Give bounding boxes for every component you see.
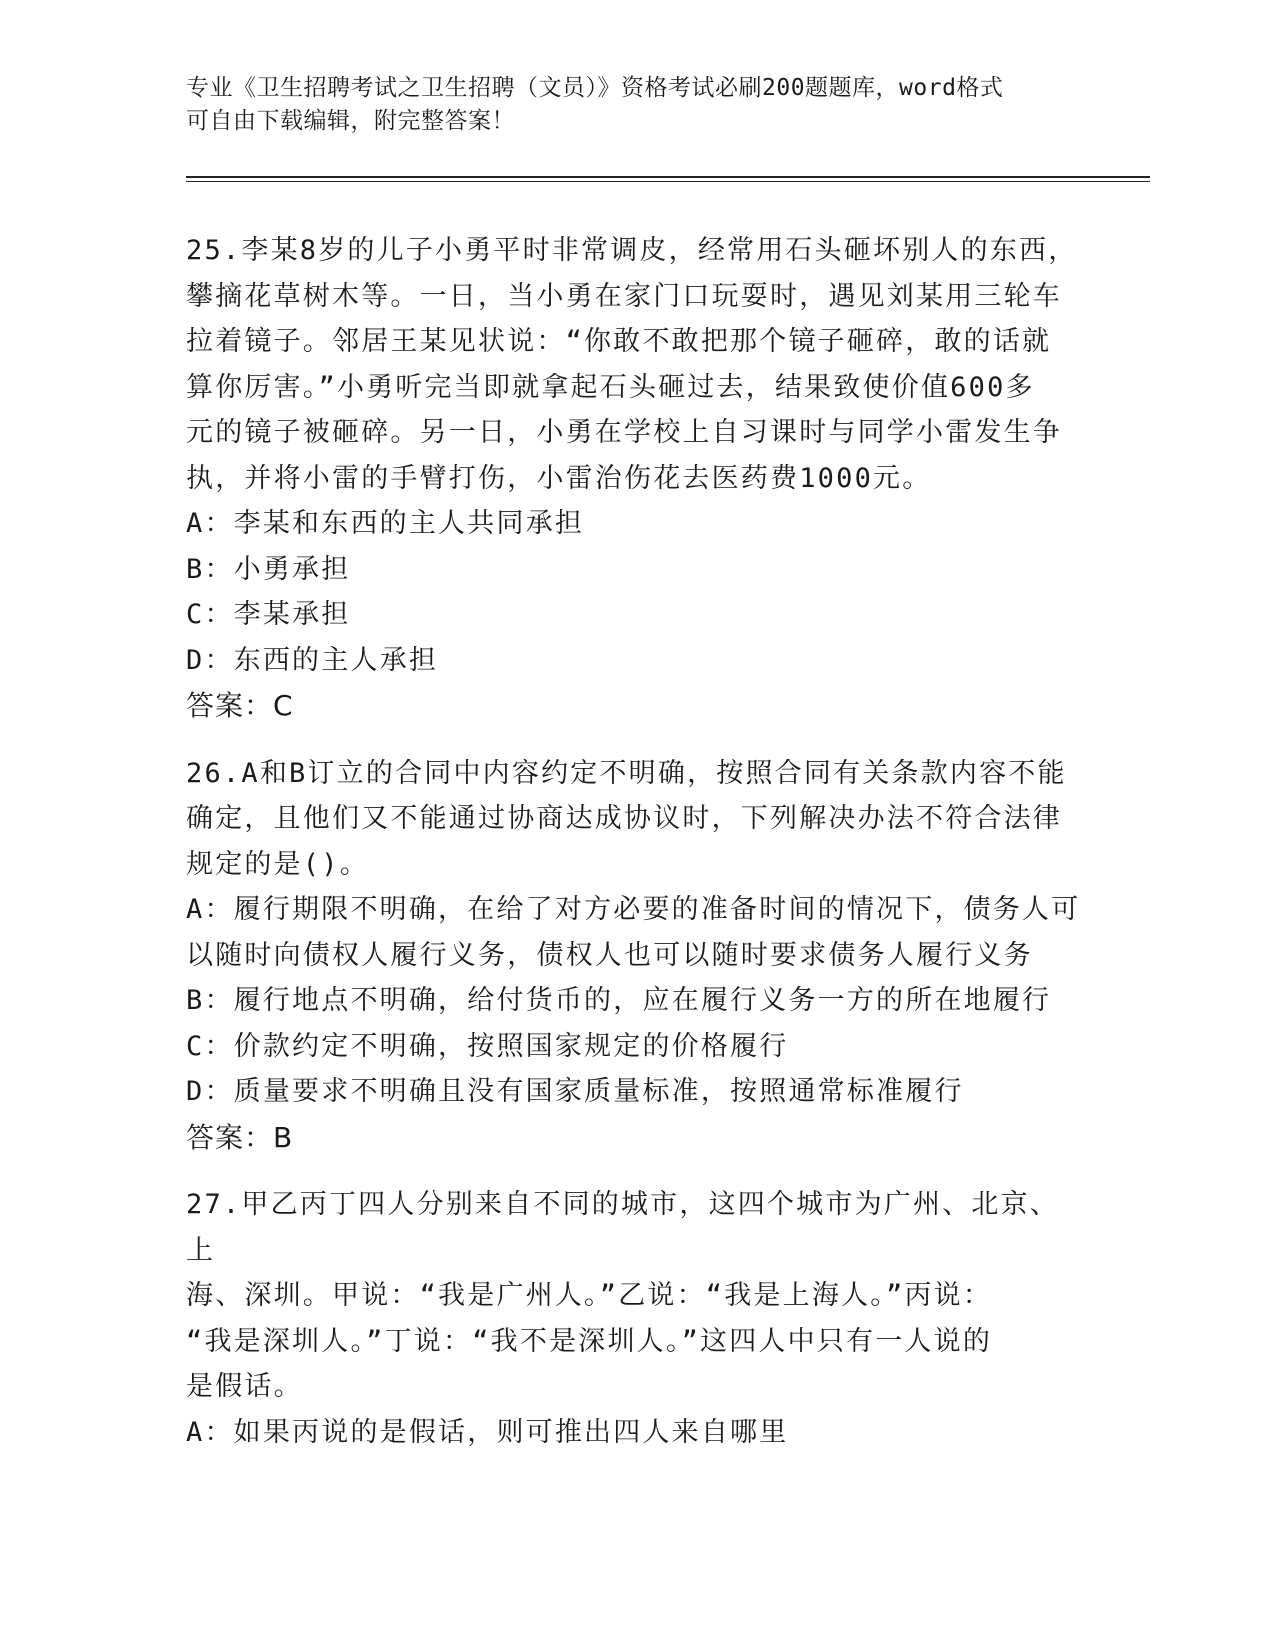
option-c: C：价款约定不明确，按照国家规定的价格履行 [186, 1030, 789, 1062]
question-stem-line: 27.甲乙丙丁四人分别来自不同的城市，这四个城市为广州、北京、上 [186, 1189, 1059, 1266]
question-stem-line: 规定的是()。 [186, 848, 369, 880]
question-26 [186, 751, 1086, 1161]
answer-line: 答案：B [186, 1120, 294, 1154]
question-stem-line: 拉着镜子。邻居王某见状说：“你敢不敢把那个镜子砸碎，敢的话就 [186, 326, 1052, 357]
option-b: B：小勇承担 [186, 553, 351, 585]
header-line-2: 可自由下载编辑，附完整答案！ [186, 108, 515, 134]
header-line-1: 专业《卫生招聘考试之卫生招聘（文员）》资格考试必刷200题题库，word格式 [186, 75, 1004, 101]
option-d: D：东西的主人承担 [186, 644, 439, 676]
question-stem-line: 26.A和B订立的合同中内容约定不明确，按照合同有关条款内容不能 [186, 757, 1067, 789]
question-stem-line: 执，并将小雷的手臂打伤，小雷治伤花去医药费1000元。 [186, 462, 932, 494]
question-stem-line: 25.李某8岁的儿子小勇平时非常调皮，经常用石头砸坏别人的东西， [186, 235, 1078, 266]
question-25 [186, 228, 1086, 729]
question-stem-line: 算你厉害。”小勇听完当即就拿起石头砸过去，结果致使价值600多 [186, 371, 1035, 403]
header-divider [186, 176, 1150, 178]
option-a: A：履行期限不明确，在给了对方必要的准备时间的情况下，债务人可 [186, 894, 1081, 925]
question-list [186, 228, 1086, 1477]
option-a: A：如果丙说的是假话，则可推出四人来自哪里 [186, 1416, 789, 1448]
question-stem-line: “我是深圳人。”丁说：“我不是深圳人。”这四人中只有一人说的 [186, 1325, 993, 1357]
question-stem-line: 元的镜子被砸碎。另一日，小勇在学校上自习课时与同学小雷发生争 [186, 417, 1062, 448]
question-stem-line: 海、深圳。甲说：“我是广州人。”乙说：“我是上海人。”丙说： [186, 1280, 993, 1311]
question-stem-line: 是假话。 [186, 1371, 303, 1402]
option-d: D：质量要求不明确且没有国家质量标准，按照通常标准履行 [186, 1076, 964, 1107]
answer-line: 答案：C [186, 689, 294, 722]
question-27 [186, 1182, 1086, 1455]
option-a-continued: 以随时向债权人履行义务，债权人也可以随时要求债务人履行义务 [186, 939, 1033, 971]
question-stem-line: 攀摘花草树木等。一日，当小勇在家门口玩耍时，遇见刘某用三轮车 [186, 280, 1062, 312]
question-stem-line: 确定，且他们又不能通过协商达成协议时，下列解决办法不符合法律 [186, 803, 1062, 834]
option-b: B：履行地点不明确，给付货币的，应在履行义务一方的所在地履行 [186, 985, 1052, 1016]
option-c: C：李某承担 [186, 599, 351, 630]
option-a: A：李某和东西的主人共同承担 [186, 508, 585, 539]
document-header [186, 72, 1066, 138]
